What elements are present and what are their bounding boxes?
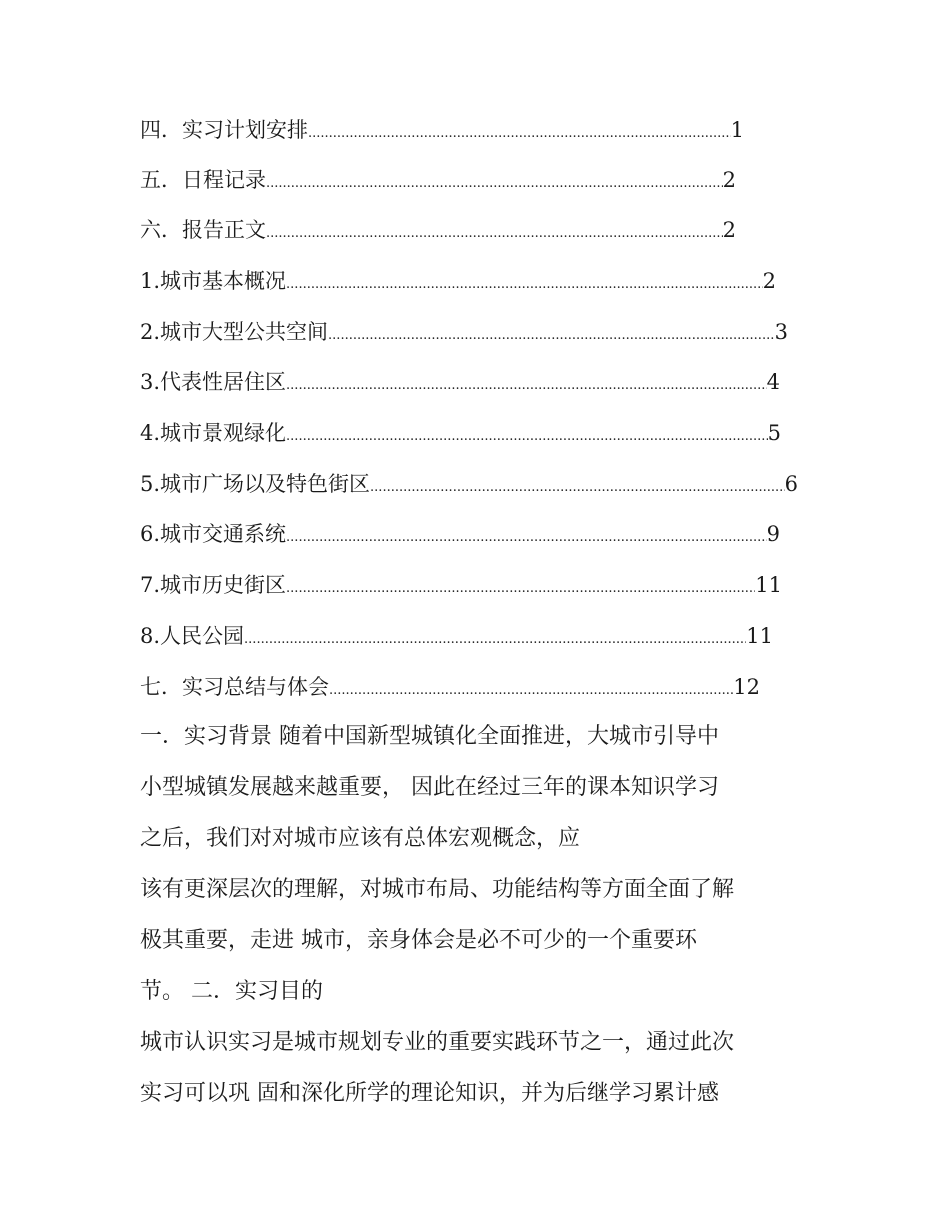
toc-page-number: 12 <box>733 675 760 699</box>
toc-entry-label: 6.城市交通系统 <box>140 522 287 546</box>
body-text-line: 城市认识实习是城市规划专业的重要实践环节之一，通过此次 <box>140 1030 735 1055</box>
toc-entry[interactable] <box>140 165 736 195</box>
toc-leader <box>328 321 775 351</box>
toc-entry[interactable] <box>140 367 780 397</box>
toc-page-number: 2 <box>722 218 736 242</box>
toc-leader <box>329 676 733 706</box>
toc-leader <box>370 473 785 503</box>
toc-entry[interactable] <box>140 215 736 245</box>
toc-leader <box>286 574 755 604</box>
toc-entry[interactable] <box>140 418 781 448</box>
body-text-line: 小型城镇发展越来越重要， 因此在经过三年的课本知识学习 <box>140 775 719 800</box>
toc-leader <box>286 270 763 300</box>
toc-entry-label: 2.城市大型公共空间 <box>140 320 329 344</box>
toc-leader <box>286 371 767 401</box>
body-text-line: 节。 二．实习目的 <box>140 979 323 1004</box>
toc-entry-label: 五．日程记录 <box>140 168 266 192</box>
toc-page-number: 5 <box>767 421 781 445</box>
body-text-line: 极其重要，走进 城市，亲身体会是必不可少的一个重要环 <box>140 928 697 953</box>
toc-leader <box>286 422 768 452</box>
toc-leader <box>266 169 723 199</box>
toc-entry-label: 六．报告正文 <box>140 218 266 242</box>
toc-leader <box>286 523 767 553</box>
toc-page-number: 11 <box>755 573 782 597</box>
toc-entry-label: 4.城市景观绿化 <box>140 421 287 445</box>
toc-entry[interactable] <box>140 570 782 600</box>
toc-entry[interactable] <box>140 519 780 549</box>
toc-entry[interactable] <box>140 469 798 499</box>
toc-entry[interactable] <box>140 621 773 651</box>
body-text-line: 该有更深层次的理解，对城市布局、功能结构等方面全面了解 <box>140 877 735 902</box>
toc-page-number: 2 <box>722 168 736 192</box>
toc-entry-label: 5.城市广场以及特色街区 <box>140 472 371 496</box>
body-text-line: 实习可以巩 固和深化所学的理论知识，并为后继学习累计感 <box>140 1081 719 1106</box>
toc-page-number: 4 <box>766 370 780 394</box>
toc-page-number: 1 <box>730 118 744 142</box>
toc-page-number: 11 <box>746 624 773 648</box>
body-text-line: 之后，我们对对城市应该有总体宏观概念，应 <box>140 826 581 851</box>
toc-page-number: 3 <box>774 320 788 344</box>
toc-entry[interactable] <box>140 115 744 145</box>
toc-entry-label: 1.城市基本概况 <box>140 269 287 293</box>
toc-entry-label: 8.人民公园 <box>140 624 245 648</box>
toc-entry-label: 四．实习计划安排 <box>140 118 308 142</box>
body-text-line: 一．实习背景 随着中国新型城镇化全面推进，大城市引导中 <box>140 724 719 749</box>
toc-leader <box>266 219 723 249</box>
toc-entry[interactable] <box>140 317 788 347</box>
toc-page-number: 2 <box>762 269 776 293</box>
toc-entry-label: 3.代表性居住区 <box>140 370 287 394</box>
toc-entry[interactable] <box>140 266 776 296</box>
toc-entry[interactable] <box>140 672 760 702</box>
toc-leader <box>308 119 731 149</box>
toc-entry-label: 七．实习总结与体会 <box>140 675 329 699</box>
toc-page-number: 9 <box>766 522 780 546</box>
toc-leader <box>244 625 746 655</box>
toc-entry-label: 7.城市历史街区 <box>140 573 287 597</box>
toc-page-number: 6 <box>784 472 798 496</box>
